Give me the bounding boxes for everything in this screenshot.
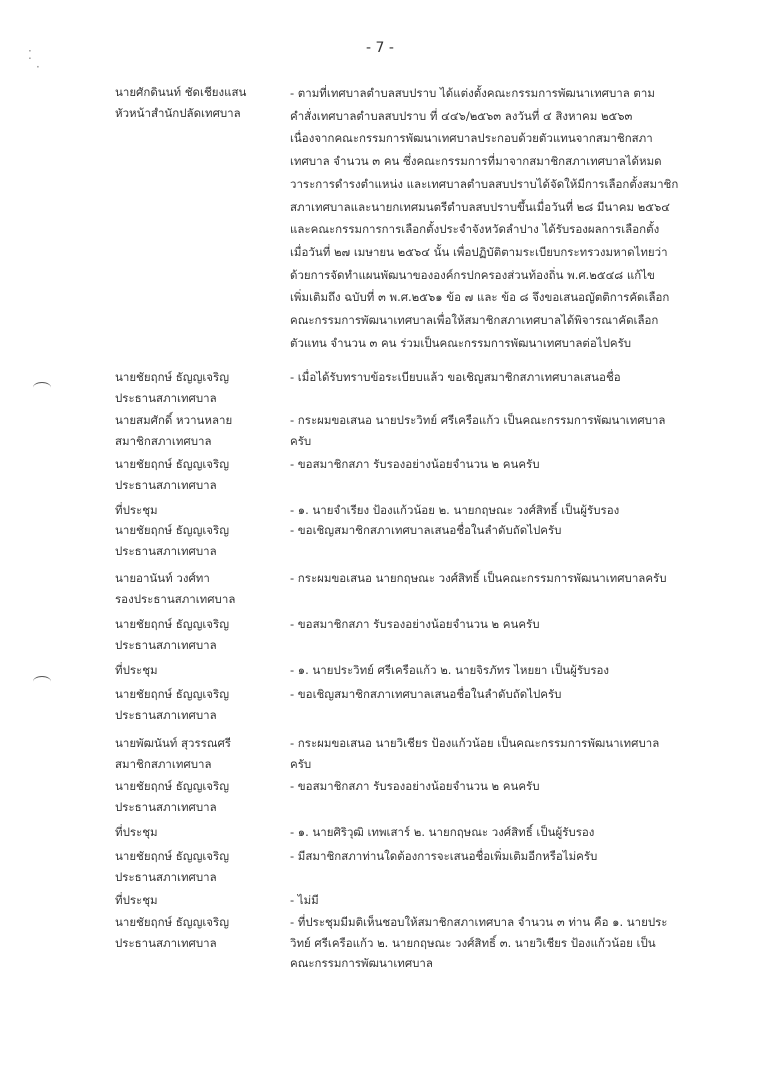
speaker-name <box>115 776 290 817</box>
speaker-line: นายชัยฤกษ์ ธัญญเจริญ <box>115 915 230 929</box>
statement-line: - มีสมาชิกสภาท่านใดต้องการจะเสนอชื่อเพิ่มเติมอีกหรือไม่ครับ <box>290 849 598 863</box>
speaker-name <box>115 684 290 725</box>
statement-line: และคณะกรรมการการเลือกตั้งประจำจังหวัดลำปาง ได้รับรองผลการเลือกตั้ง <box>290 222 660 237</box>
statement-line: เนื่องจากคณะกรรมการพัฒนาเทศบาลประกอบด้วยตัวแทนจากสมาชิกสภา <box>290 131 653 146</box>
speaker-line: ที่ประชุม <box>115 663 158 677</box>
margin-mark <box>33 676 51 687</box>
statement-line: - ๑. นายจำเรียง ป้องแก้วน้อย ๒. นายกฤษณะ วงศ์สิทธิ์ เป็นผู้รับรอง <box>290 503 620 517</box>
speaker-line: นายอานันท์ วงศ์ทา <box>115 571 210 585</box>
page-number: - 7 - <box>366 40 394 56</box>
statement-line: - ไม่มี <box>290 893 319 907</box>
speaker-line: นายชัยฤกษ์ ธัญญเจริญ <box>115 370 230 384</box>
statement <box>290 454 732 475</box>
statement-line: วาระการดำรงตำแหน่ง และเทศบาลตำบลสบปราบได้จัดให้มีการเลือกตั้งสมาชิก <box>290 176 679 191</box>
statement-line: - ขอสมาชิกสภา รับรองอย่างน้อยจำนวน ๒ คนครับ <box>290 617 540 631</box>
speaker-name <box>115 614 290 655</box>
speaker-name <box>115 660 290 681</box>
statement <box>290 500 732 521</box>
margin-mark <box>33 382 51 393</box>
statement-line: - กระผมขอเสนอ นายประวิทย์ ศรีเครือแก้ว เป็นคณะกรรมการพัฒนาเทศบาล <box>290 413 666 427</box>
scan-speck: · <box>36 60 40 74</box>
speaker-name <box>115 454 290 495</box>
speaker-role: ประธานสภาเทศบาล <box>115 707 217 722</box>
statement <box>290 520 732 541</box>
statement-line: ตัวแทน จำนวน ๓ คน ร่วมเป็นคณะกรรมการพัฒนาเทศบาลต่อไปครับ <box>290 335 632 350</box>
speaker-line: นายศักดินนท์ ชัดเชียงแสน <box>115 85 247 99</box>
statement-line: วิทย์ ศรีเครือแก้ว ๒. นายกฤษณะ วงศ์สิทธิ์ ๓. นายวิเชียร ป้องแก้วน้อย เป็น <box>290 935 656 950</box>
statement-line: คณะกรรมการพัฒนาเทศบาลเพื่อให้สมาชิกสภาเทศบาลได้พิจารณาคัดเลือก <box>290 313 659 328</box>
statement <box>290 846 732 867</box>
statement <box>290 568 732 589</box>
statement <box>290 367 732 388</box>
speaker-line: นายชัยฤกษ์ ธัญญเจริญ <box>115 687 230 701</box>
statement-line: เพิ่มเติมถึง ฉบับที่ ๓ พ.ศ.๒๕๖๑ ข้อ ๗ และ ข้อ ๘ จึงขอเสนอญัตติการคัดเลือก <box>290 290 670 305</box>
speaker-name <box>115 568 290 609</box>
statement-line: คำสั่งเทศบาลตำบลสบปราบ ที่ ๔๔๖/๒๕๖๓ ลงวันที่ ๔ สิงหาคม ๒๕๖๓ <box>290 108 633 123</box>
statement <box>290 912 732 974</box>
statement-line: ด้วยการจัดทำแผนพัฒนาขององค์กรปกครองส่วนท้องถิ่น พ.ศ.๒๕๔๘ แก้ไข <box>290 267 655 282</box>
speaker-name <box>115 367 290 408</box>
speaker-name <box>115 82 290 123</box>
statement-line: - เมื่อได้รับทราบข้อระเบียบแล้ว ขอเชิญสมาชิกสภาเทศบาลเสนอชื่อ <box>290 370 621 384</box>
speaker-role: ประธานสภาเทศบาล <box>115 935 217 950</box>
statement-line: สภาเทศบาลและนายกเทศมนตรีตำบลสบปราบขึ้นเมื่อวันที่ ๒๘ มีนาคม ๒๕๖๔ <box>290 199 670 214</box>
speaker-line: นายชัยฤกษ์ ธัญญเจริญ <box>115 779 230 793</box>
statement-line: - กระผมขอเสนอ นายกฤษณะ วงศ์สิทธิ์ เป็นคณะกรรมการพัฒนาเทศบาลครับ <box>290 571 667 585</box>
speaker-name <box>115 500 290 521</box>
statement <box>290 776 732 797</box>
statement-line: - ขอสมาชิกสภา รับรองอย่างน้อยจำนวน ๒ คนครับ <box>290 779 540 793</box>
statement-line: - ที่ประชุมมีมติเห็นชอบให้สมาชิกสภาเทศบาล จำนวน ๓ ท่าน คือ ๑. นายประ <box>290 915 668 929</box>
statement <box>290 660 732 681</box>
scan-speck: ⁚ <box>28 48 32 62</box>
speaker-role: ประธานสภาเทศบาล <box>115 799 217 814</box>
speaker-role: ประธานสภาเทศบาล <box>115 543 217 558</box>
statement-line: ครับ <box>290 756 312 771</box>
statement-line: - ตามที่เทศบาลตำบลสบปราบ ได้แต่งตั้งคณะกรรมการพัฒนาเทศบาล ตาม <box>290 86 655 100</box>
speaker-name <box>115 846 290 887</box>
statement-line: - ๑. นายประวิทย์ ศรีเครือแก้ว ๒. นายจิรภัทร ไหยยา เป็นผู้รับรอง <box>290 663 610 677</box>
statement <box>290 410 732 451</box>
statement-line: เมื่อวันที่ ๒๗ เมษายน ๒๕๖๔ นั้น เพื่อปฏิบัติตามระเบียบกระทรวงมหาดไทยว่า <box>290 244 668 259</box>
speaker-name <box>115 822 290 843</box>
statement <box>290 614 732 635</box>
speaker-name <box>115 733 290 774</box>
statement <box>290 82 732 354</box>
speaker-name <box>115 410 290 451</box>
speaker-name <box>115 912 290 953</box>
speaker-role: หัวหน้าสำนักปลัดเทศบาล <box>115 105 241 120</box>
statement-line: - ๑. นายศิริวุฒิ เทพเสาร์ ๒. นายกฤษณะ วงศ์สิทธิ์ เป็นผู้รับรอง <box>290 825 595 839</box>
statement-line: - ขอสมาชิกสภา รับรองอย่างน้อยจำนวน ๒ คนครับ <box>290 457 540 471</box>
speaker-role: สมาชิกสภาเทศบาล <box>115 433 212 448</box>
statement-line: - ขอเชิญสมาชิกสภาเทศบาลเสนอชื่อในลำดับถัดไปครับ <box>290 687 562 701</box>
speaker-name <box>115 520 290 561</box>
speaker-line: นายชัยฤกษ์ ธัญญเจริญ <box>115 849 230 863</box>
speaker-line: นายชัยฤกษ์ ธัญญเจริญ <box>115 523 230 537</box>
statement-line: เทศบาล จำนวน ๓ คน ซึ่งคณะกรรมการที่มาจากสมาชิกสภาเทศบาลได้หมด <box>290 154 662 169</box>
speaker-role: ประธานสภาเทศบาล <box>115 477 217 492</box>
statement <box>290 684 732 705</box>
statement-line: ครับ <box>290 433 312 448</box>
speaker-name <box>115 890 290 911</box>
statement-line: คณะกรรมการพัฒนาเทศบาล <box>290 956 433 970</box>
statement <box>290 822 732 843</box>
statement-line: - ขอเชิญสมาชิกสภาเทศบาลเสนอชื่อในลำดับถัดไปครับ <box>290 523 562 537</box>
speaker-line: นายชัยฤกษ์ ธัญญเจริญ <box>115 457 230 471</box>
speaker-line: ที่ประชุม <box>115 893 158 907</box>
speaker-line: นายสมศักดิ์ หวานหลาย <box>115 413 233 427</box>
statement <box>290 890 732 911</box>
speaker-role: ประธานสภาเทศบาล <box>115 390 217 405</box>
statement <box>290 733 732 774</box>
statement-line: - กระผมขอเสนอ นายวิเชียร ป้องแก้วน้อย เป็นคณะกรรมการพัฒนาเทศบาล <box>290 736 660 750</box>
speaker-role: ประธานสภาเทศบาล <box>115 637 217 652</box>
speaker-role: สมาชิกสภาเทศบาล <box>115 756 212 771</box>
speaker-line: นายพัฒนันท์ สุวรรณศรี <box>115 736 231 750</box>
speaker-line: ที่ประชุม <box>115 825 158 839</box>
speaker-line: ที่ประชุม <box>115 503 158 517</box>
speaker-role: ประธานสภาเทศบาล <box>115 869 217 884</box>
speaker-role: รองประธานสภาเทศบาล <box>115 591 236 606</box>
speaker-line: นายชัยฤกษ์ ธัญญเจริญ <box>115 617 230 631</box>
